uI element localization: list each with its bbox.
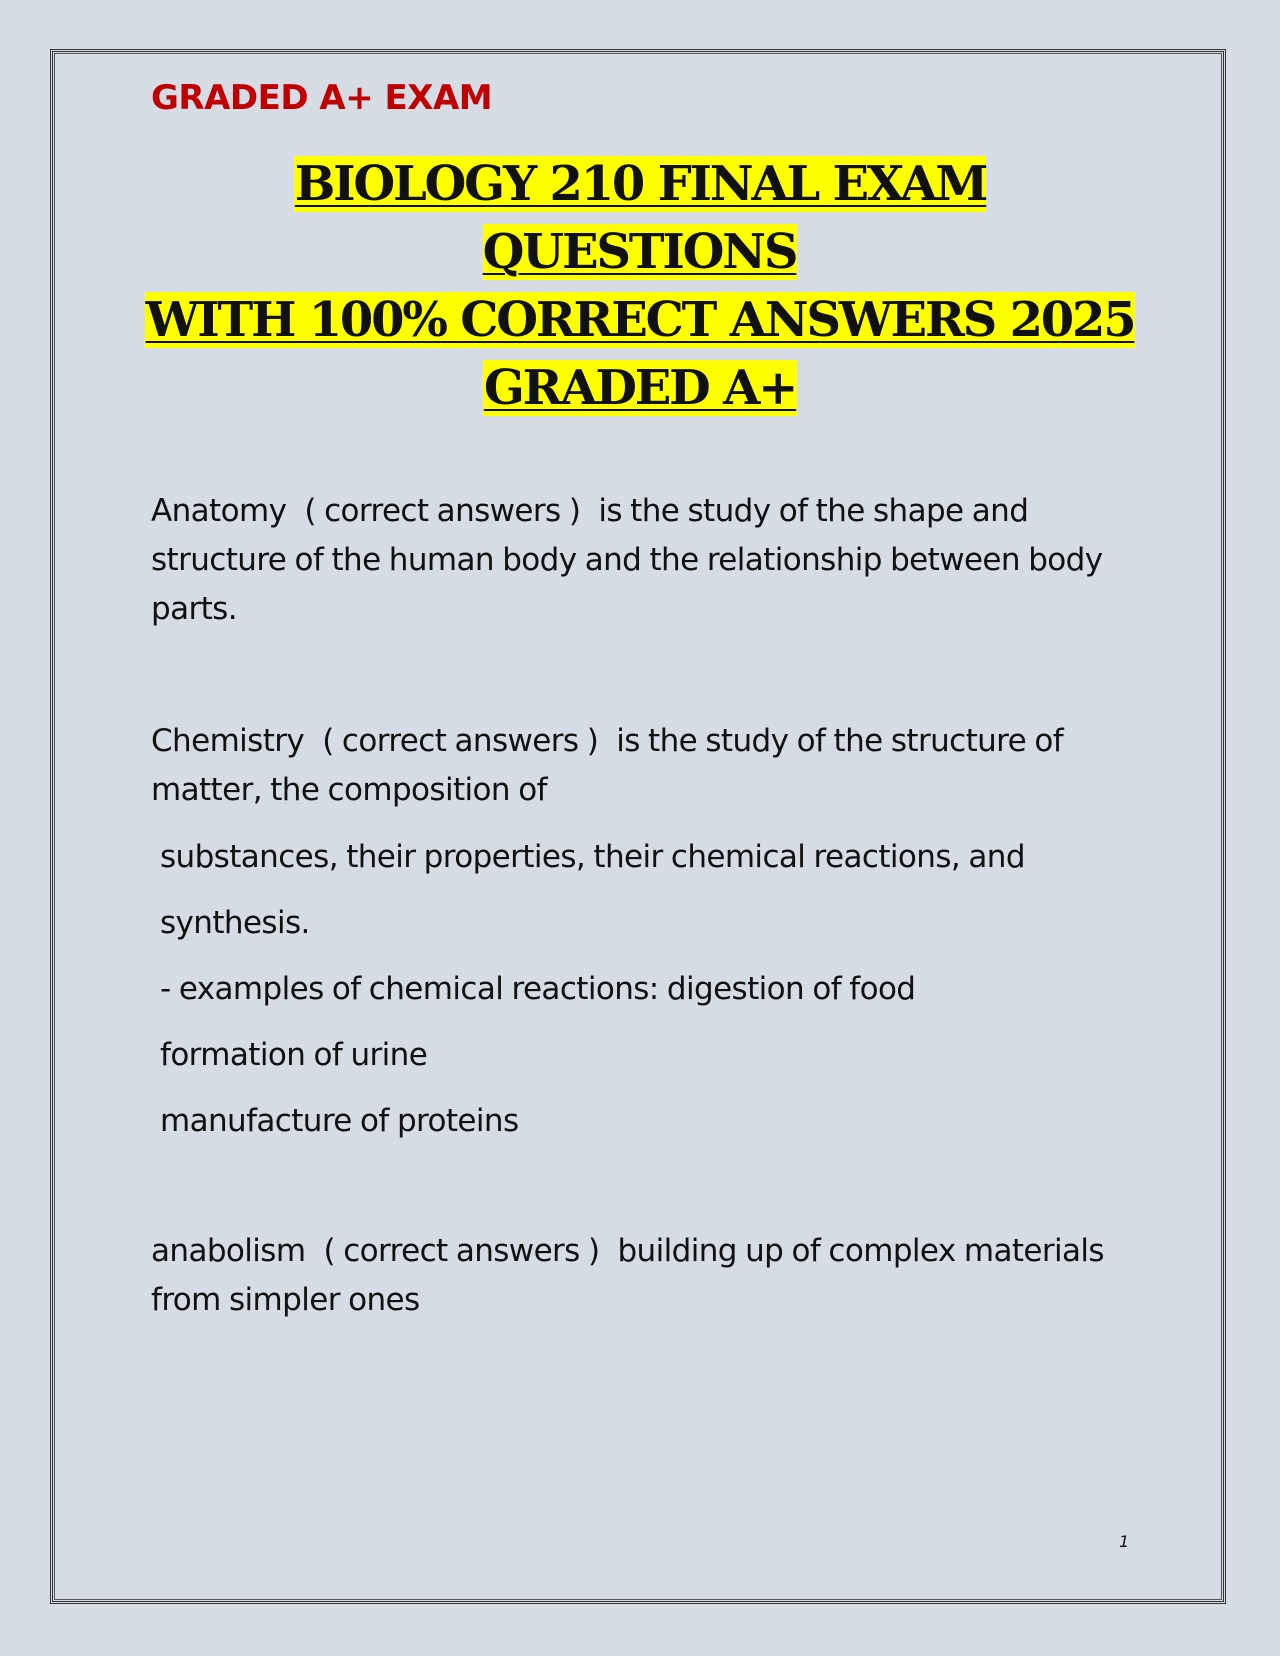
header-label: GRADED A+ EXAM [151,78,493,118]
entry-anatomy [151,487,1111,634]
entry-term: anabolism [151,1233,306,1269]
entry-definition: is the study of the shape and structure of the human body and the relationship between body parts. [151,493,1103,627]
entry-term: Anatomy [151,493,287,529]
title-line: WITH 100% CORRECT ANSWERS 2025 [145,292,1135,348]
entry-definition: is the study of the structure of matter, the composition of [151,723,1064,808]
entry-definition: building up of complex materials from simpler ones [151,1233,1104,1318]
title-line: GRADED A+ [483,360,797,416]
entry-answer-tag: ( correct answers ) [304,493,581,529]
entry-chemistry [151,717,1111,815]
document-title [140,150,1140,422]
entry-anabolism [151,1227,1111,1325]
entry-continuation-line: manufacture of proteins [160,1103,519,1139]
entry-continuation-line: synthesis. [160,905,310,941]
entry-answer-tag: ( correct answers ) [322,723,599,759]
page-number: 1 [1119,1532,1130,1551]
title-line: BIOLOGY 210 FINAL EXAM QUESTIONS [294,156,987,280]
entry-answer-tag: ( correct answers ) [323,1233,600,1269]
entry-term: Chemistry [151,723,305,759]
entry-continuation-line: - examples of chemical reactions: digestion of food [160,971,916,1007]
entry-continuation-line: substances, their properties, their chemical reactions, and [160,839,1025,875]
entry-continuation-line: formation of urine [160,1037,428,1073]
